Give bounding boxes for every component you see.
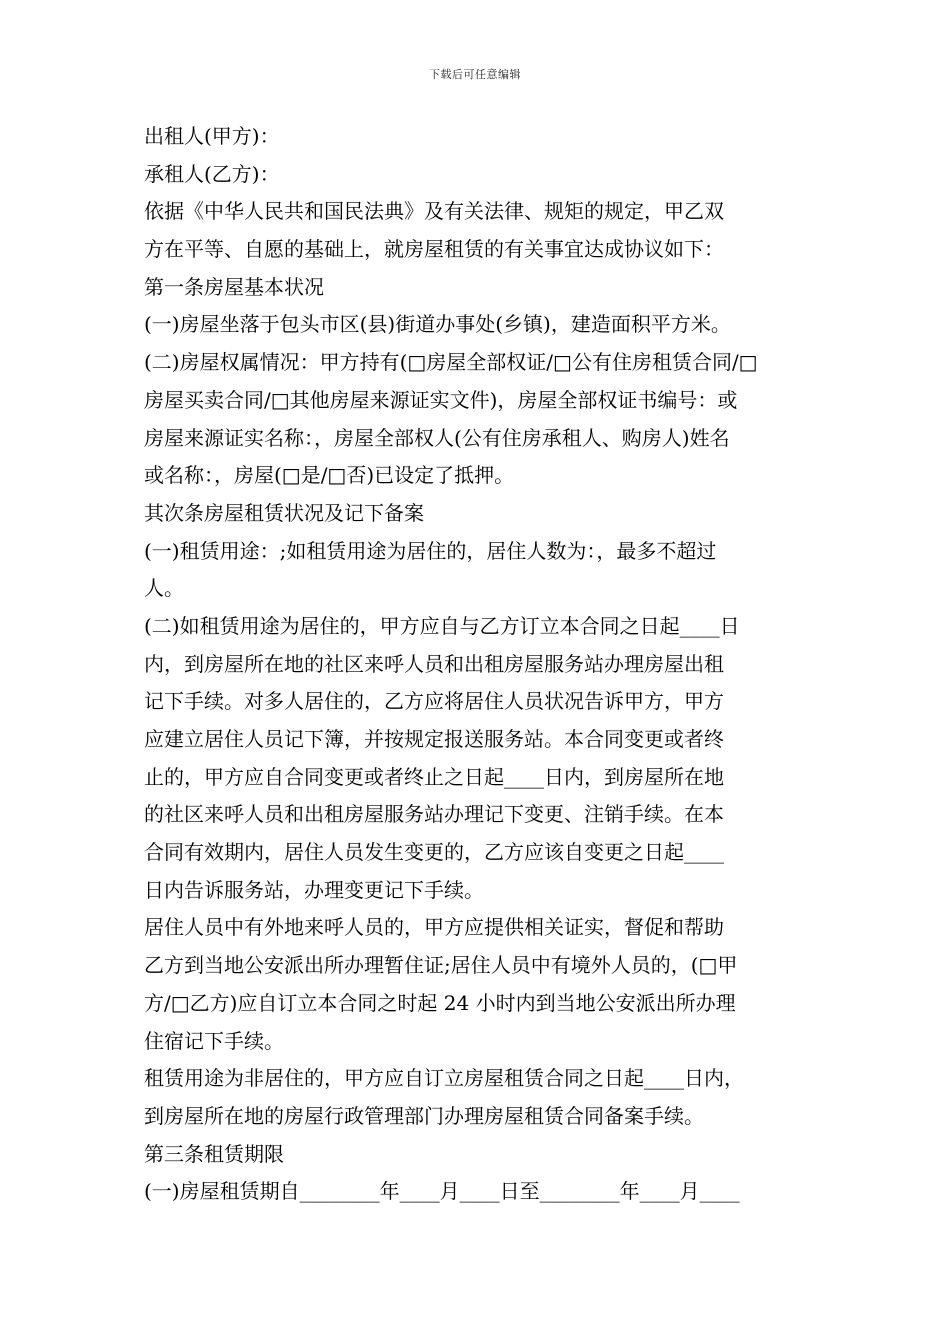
text-line: 方在平等、自愿的基础上，就房屋租赁的有关事宜达成协议如下： (144, 237, 724, 262)
section-heading: 其次条房屋租赁状况及记下备案 (144, 500, 424, 525)
text-line: 日内告诉服务站，办理变更记下手续。 (144, 877, 484, 902)
text-line: 住宿记下手续。 (144, 1028, 284, 1053)
text-line: (一)房屋坐落于包头市区(县)街道办事处(乡镇)，建造面积平方米。 (144, 312, 731, 337)
text-line: 人。 (144, 576, 184, 601)
text-line: 依据《中华人民共和国民法典》及有关法律、规矩的规定，甲乙双 (144, 199, 724, 224)
text-line: 居住人员中有外地来呼人员的，甲方应提供相关证实，督促和帮助 (144, 915, 724, 940)
section-heading: 第一条房屋基本状况 (144, 274, 324, 299)
text-line: (二)房屋权属情况：甲方持有(□房屋全部权证/□公有住房租赁合同/□ (144, 350, 758, 375)
text-line: 到房屋所在地的房屋行政管理部门办理房屋租赁合同备案手续。 (144, 1103, 704, 1128)
text-line: 房屋来源证实名称：，房屋全部权人(公有住房承租人、购房人)姓名 (144, 425, 730, 450)
text-line: 承租人(乙方)： (144, 161, 280, 186)
text-line: 或名称：，房屋(□是/□否)已设定了抵押。 (144, 463, 515, 488)
text-line: 应建立居住人员记下簿，并按规定报送服务站。本合同变更或者终 (144, 727, 724, 751)
section-heading: 第三条租赁期限 (144, 1141, 284, 1166)
text-line: 合同有效期内，居住人员发生变更的，乙方应该自变更之日起____ (144, 840, 724, 865)
text-line: 出租人(甲方)： (144, 124, 280, 148)
text-line: 租赁用途为非居住的，甲方应自订立房屋租赁合同之日起____日内， (144, 1066, 744, 1091)
document-body (144, 118, 820, 1211)
text-line: 方/□乙方)应自订立本合同之时起 24 小时内到当地公安派出所办理 (144, 990, 736, 1015)
text-line: (一)租赁用途：;如租赁用途为居住的，居住人数为：，最多不超过 (144, 538, 717, 563)
text-line: (二)如租赁用途为居住的，甲方应自与乙方订立本合同之日起____日 (144, 613, 740, 638)
text-line: (一)房屋租赁期自________年____月____日至________年____月____ (144, 1179, 740, 1204)
page-header-note: 下载后可任意编辑 (429, 68, 521, 81)
text-line: 内，到房屋所在地的社区来呼人员和出租房屋服务站办理房屋出租 (144, 651, 724, 676)
text-line: 房屋买卖合同/□其他房屋来源证实文件)，房屋全部权证书编号：或 (144, 387, 738, 412)
text-line: 止的，甲方应自合同变更或者终止之日起____日内，到房屋所在地 (144, 764, 724, 789)
text-line: 记下手续。对多人居住的，乙方应将居住人员状况告诉甲方，甲方 (144, 689, 724, 714)
text-line: 乙方到当地公安派出所办理暂住证;居住人员中有境外人员的，(□甲 (144, 953, 738, 978)
text-line: 的社区来呼人员和出租房屋服务站办理记下变更、注销手续。在本 (144, 802, 724, 827)
